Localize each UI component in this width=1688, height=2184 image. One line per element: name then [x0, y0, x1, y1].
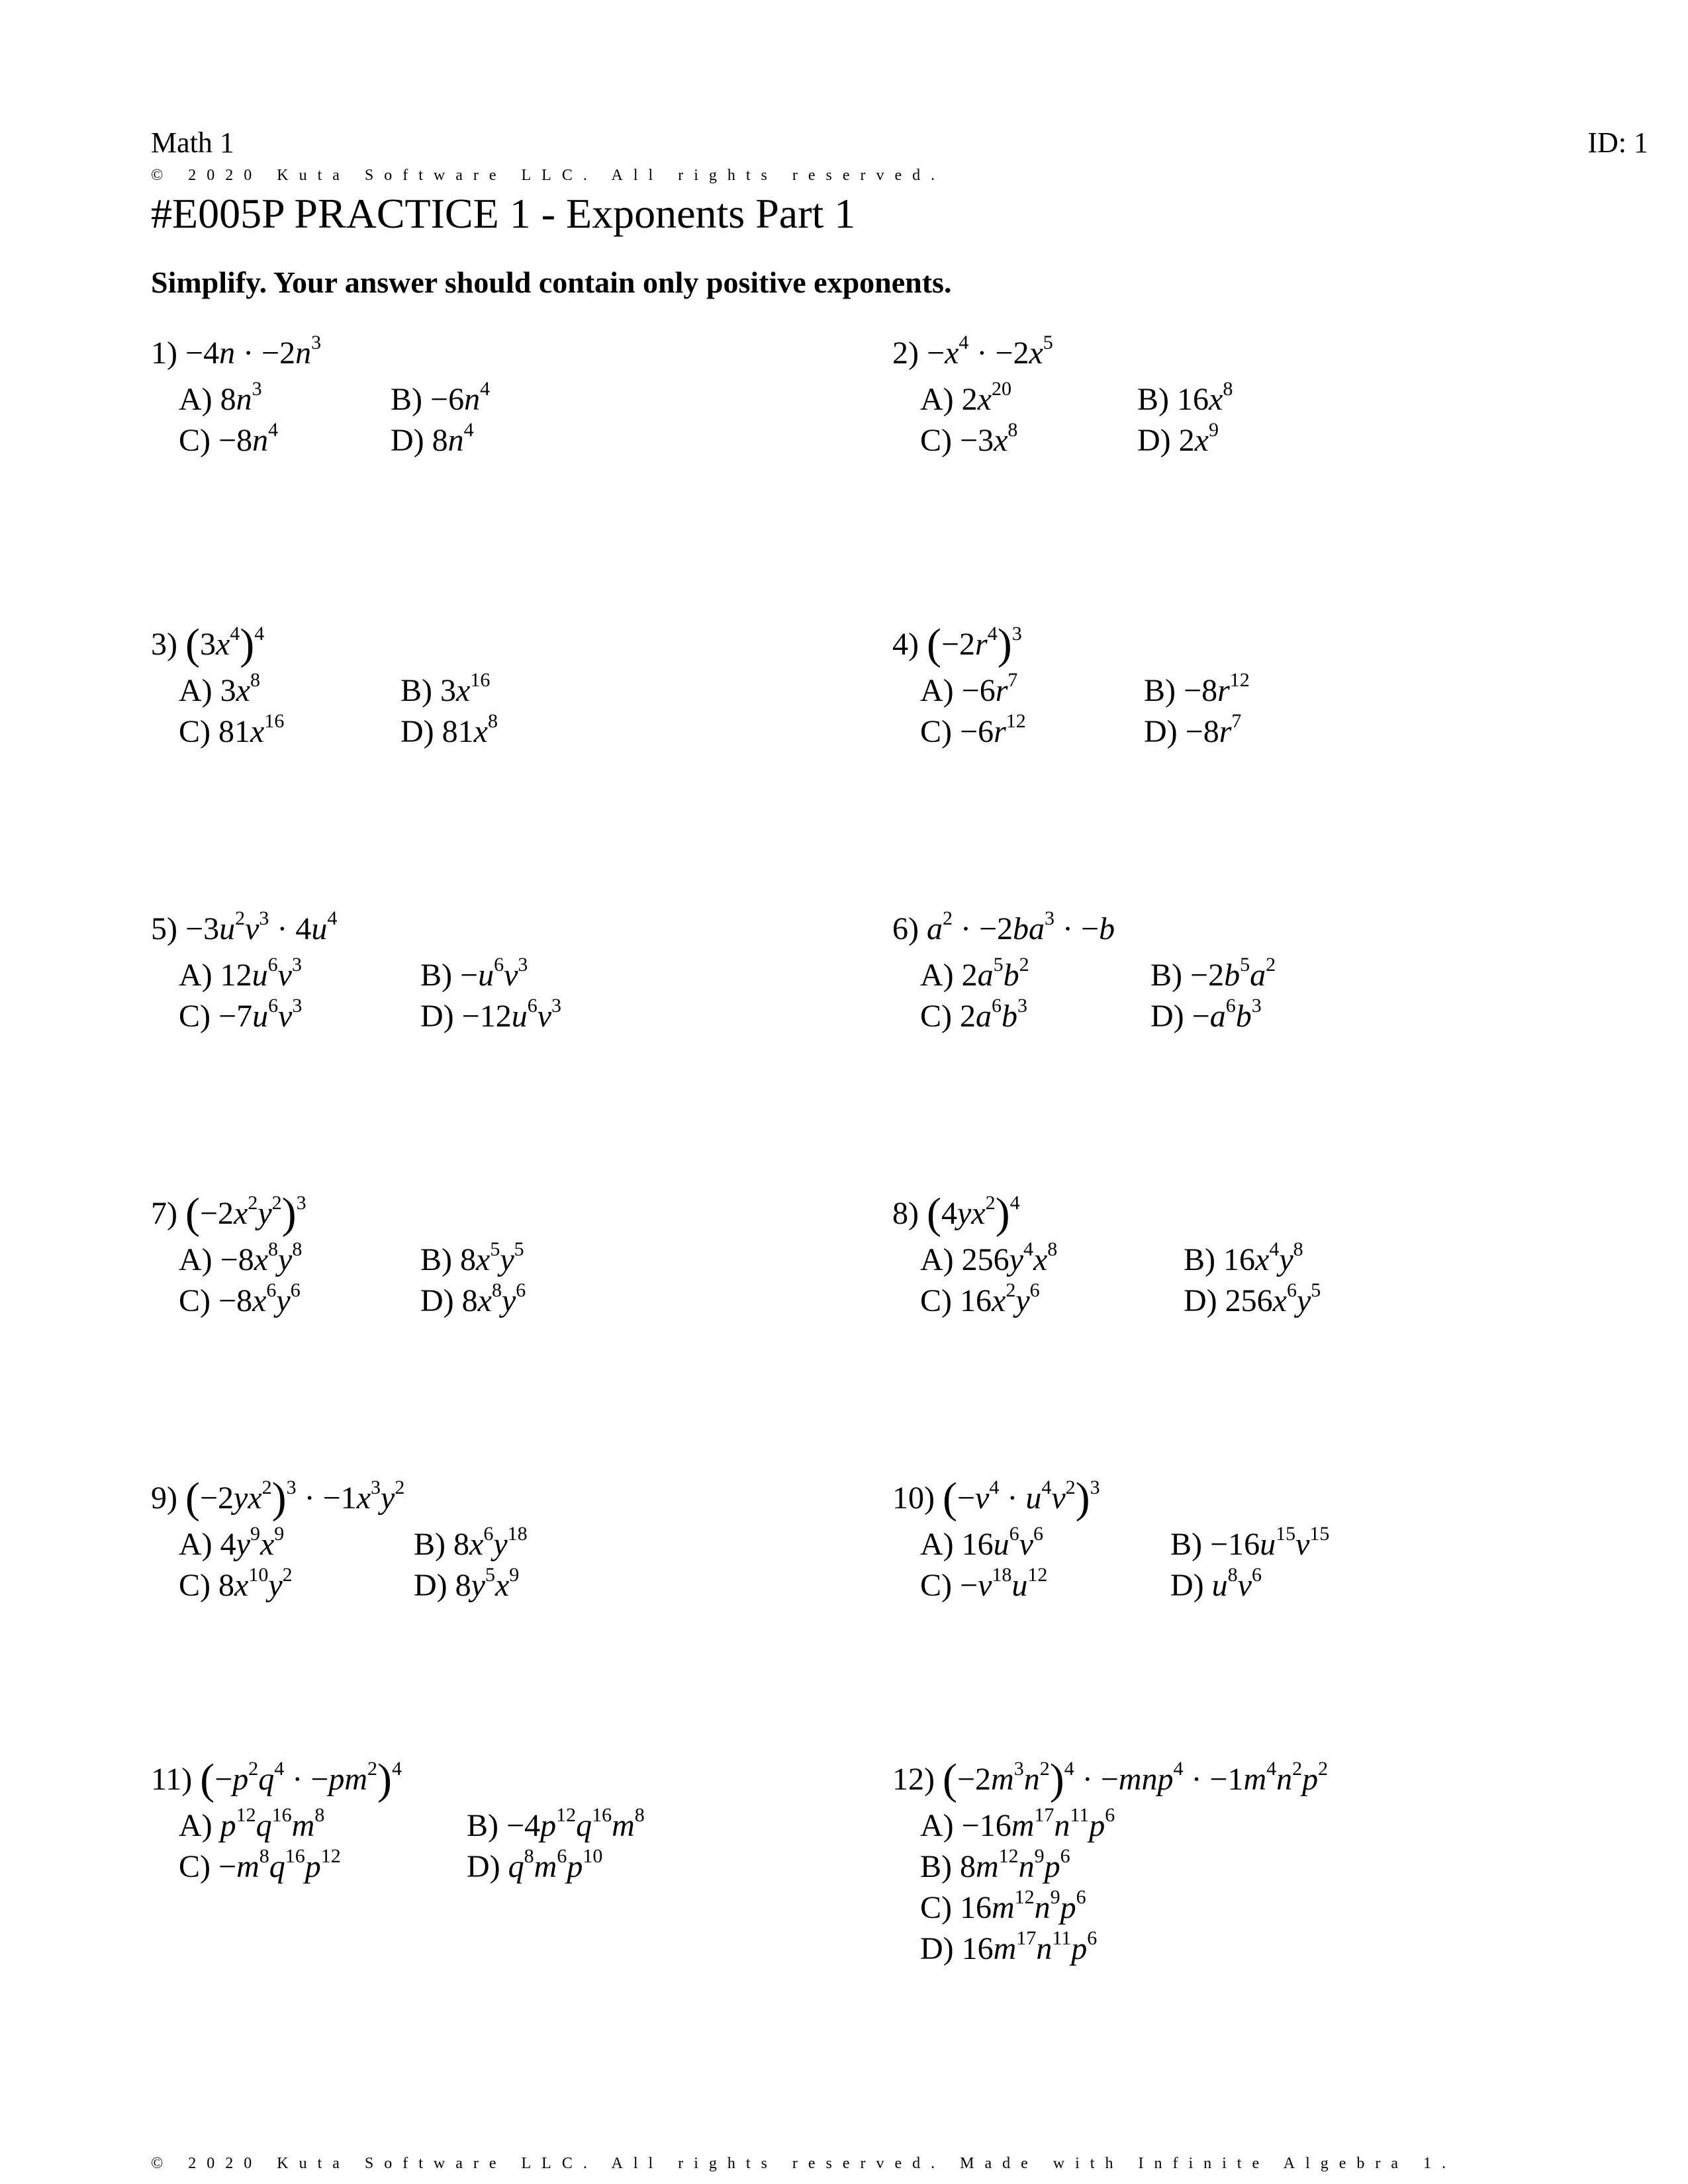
option-letter: D): [420, 1283, 462, 1318]
option-letter: C): [179, 999, 218, 1034]
option-value: $16m^{17}n^{11}p^6$: [961, 1927, 1098, 1966]
option-letter: B): [400, 673, 440, 708]
option-value: $-4p^{12}q^{16}m^8$: [506, 1804, 645, 1843]
problem-number: 3): [151, 627, 185, 662]
problem-expression: $(-2yx^2)^3 \cdot -1x^3y^2$: [185, 1474, 405, 1522]
option-letter: B): [414, 1527, 453, 1562]
option-value: $16u^6v^6$: [961, 1523, 1043, 1562]
option-value: $-u^6v^3$: [460, 954, 528, 993]
option-value: $2x^{20}$: [961, 378, 1011, 417]
problem-question: [151, 1189, 306, 1238]
option-letter: D): [391, 423, 432, 458]
option-letter: D): [1144, 714, 1186, 749]
option-value: $u^8v^6$: [1211, 1564, 1262, 1603]
option-letter: A): [920, 1527, 962, 1562]
answer-option-a[interactable]: [920, 1804, 1115, 1843]
instructions: Simplify. Your answer should contain only positive exponents.: [151, 265, 952, 299]
answer-option-a[interactable]: [179, 1804, 325, 1843]
problem-question: [892, 1189, 1020, 1238]
option-letter: A): [179, 1527, 220, 1562]
answer-option-c[interactable]: [920, 710, 1026, 749]
problem-number: 9): [151, 1480, 185, 1516]
option-letter: D): [400, 714, 442, 749]
answer-option-c[interactable]: [179, 419, 279, 458]
option-value: $2x^9$: [1178, 419, 1219, 458]
answer-option-b[interactable]: [400, 669, 491, 708]
answer-option-d[interactable]: [400, 710, 498, 749]
option-value: $256y^4x^8$: [961, 1238, 1058, 1277]
option-value: $-12u^6v^3$: [461, 995, 562, 1034]
answer-option-b[interactable]: [414, 1523, 528, 1562]
option-letter: C): [920, 714, 960, 749]
answer-option-a[interactable]: [920, 1523, 1043, 1562]
option-letter: B): [1137, 382, 1177, 417]
worksheet-id: ID: 1: [1587, 126, 1648, 159]
option-letter: C): [179, 714, 218, 749]
option-value: $-16m^{17}n^{11}p^6$: [961, 1804, 1115, 1843]
option-letter: D): [420, 999, 462, 1034]
answer-option-d[interactable]: [420, 995, 562, 1034]
problem-question: [892, 1755, 1329, 1803]
option-letter: B): [467, 1808, 506, 1843]
option-letter: A): [920, 958, 962, 993]
answer-option-d[interactable]: [1184, 1279, 1321, 1318]
option-letter: C): [920, 1283, 960, 1318]
problem-expression: $(-2m^3n^2)^4 \cdot -mnp^4 \cdot -1m^4n^2p^2$: [942, 1755, 1329, 1803]
answer-option-c[interactable]: [179, 1564, 293, 1603]
option-letter: A): [920, 673, 962, 708]
problem-question: [892, 332, 1053, 371]
option-value: $-6n^4$: [430, 378, 491, 417]
answer-option-c[interactable]: [920, 419, 1018, 458]
option-letter: C): [920, 1568, 960, 1603]
option-value: $81x^8$: [442, 710, 498, 749]
problem-number: 1): [151, 336, 185, 371]
problem-number: 5): [151, 911, 185, 946]
option-value: $16x^2y^6$: [960, 1279, 1040, 1318]
option-value: $-2b^5a^2$: [1190, 954, 1276, 993]
answer-option-d[interactable]: [920, 1927, 1098, 1966]
option-value: $-16u^{15}v^{15}$: [1210, 1523, 1330, 1562]
option-letter: C): [920, 1890, 960, 1925]
option-value: $-m^8q^{16}p^{12}$: [218, 1845, 341, 1884]
problem-number: 10): [892, 1480, 943, 1516]
answer-option-b[interactable]: [1137, 378, 1233, 417]
option-value: $-8r^7$: [1185, 710, 1242, 749]
problem-expression: $(-2x^2y^2)^3$: [185, 1189, 306, 1238]
option-letter: B): [1170, 1527, 1210, 1562]
option-letter: C): [179, 423, 218, 458]
option-value: $8m^{12}n^9p^6$: [960, 1845, 1070, 1884]
option-letter: A): [920, 1808, 962, 1843]
option-value: $8n^4$: [432, 419, 474, 458]
answer-option-d[interactable]: [1170, 1564, 1262, 1603]
course-name: Math 1: [151, 126, 234, 159]
answer-option-b[interactable]: [420, 1238, 524, 1277]
copyright-header: © 2020 Kuta Software LLC. All rights reserved.: [151, 167, 946, 184]
problem-expression: $-x^4 \cdot -2x^5$: [926, 332, 1053, 371]
option-letter: D): [920, 1931, 962, 1966]
answer-option-c[interactable]: [920, 1564, 1048, 1603]
problem-expression: $(4yx^2)^4$: [926, 1189, 1020, 1238]
option-value: $256x^6y^5$: [1225, 1279, 1321, 1318]
option-letter: B): [420, 1242, 460, 1277]
problem-expression: $-3u^2v^3 \cdot 4u^4$: [185, 907, 338, 946]
option-letter: A): [179, 1808, 220, 1843]
option-letter: B): [1150, 958, 1190, 993]
option-letter: C): [920, 999, 960, 1034]
option-letter: B): [420, 958, 460, 993]
answer-option-a[interactable]: [920, 954, 1029, 993]
answer-option-a[interactable]: [920, 1238, 1058, 1277]
option-letter: A): [920, 1242, 962, 1277]
answer-option-d[interactable]: [1137, 419, 1219, 458]
option-letter: C): [179, 1568, 218, 1603]
answer-option-b[interactable]: [391, 378, 491, 417]
answer-option-c[interactable]: [179, 995, 303, 1034]
option-value: $8x^6y^{18}$: [453, 1523, 528, 1562]
option-value: $-8x^8y^8$: [220, 1238, 303, 1277]
option-value: $2a^6b^3$: [960, 995, 1027, 1034]
problem-number: 12): [892, 1762, 943, 1797]
answer-option-a[interactable]: [179, 669, 260, 708]
option-value: $-3x^8$: [960, 419, 1018, 458]
option-letter: B): [391, 382, 430, 417]
option-letter: A): [179, 673, 220, 708]
answer-option-a[interactable]: [179, 954, 302, 993]
answer-option-d[interactable]: [414, 1564, 520, 1603]
option-value: $-8x^6y^6$: [218, 1279, 301, 1318]
answer-option-c[interactable]: [920, 995, 1027, 1034]
option-value: $-6r^7$: [961, 669, 1018, 708]
problem-question: [892, 620, 1022, 668]
answer-option-d[interactable]: [420, 1279, 526, 1318]
answer-option-a[interactable]: [920, 378, 1011, 417]
problem-question: [151, 620, 265, 668]
answer-option-c[interactable]: [179, 1845, 341, 1884]
option-value: $3x^8$: [220, 669, 260, 708]
option-letter: B): [920, 1849, 960, 1884]
option-value: $81x^{16}$: [218, 710, 285, 749]
option-value: $p^{12}q^{16}m^8$: [220, 1804, 325, 1843]
answer-option-d[interactable]: [1150, 995, 1262, 1034]
answer-option-a[interactable]: [179, 1523, 285, 1562]
option-letter: A): [179, 958, 220, 993]
option-value: $8x^5y^5$: [460, 1238, 524, 1277]
option-letter: A): [920, 382, 962, 417]
answer-option-d[interactable]: [391, 419, 474, 458]
option-value: $-8r^{12}$: [1184, 669, 1250, 708]
answer-option-c[interactable]: [920, 1886, 1086, 1925]
answer-option-b[interactable]: [1170, 1523, 1330, 1562]
problem-number: 4): [892, 627, 927, 662]
option-letter: D): [1184, 1283, 1225, 1318]
answer-option-b[interactable]: [920, 1845, 1070, 1884]
option-value: $8n^3$: [220, 378, 262, 417]
answer-option-a[interactable]: [179, 1238, 303, 1277]
option-value: $-8n^4$: [218, 419, 279, 458]
answer-option-b[interactable]: [1150, 954, 1276, 993]
option-value: $-v^{18}u^{12}$: [960, 1564, 1048, 1603]
option-value: $2a^5b^2$: [961, 954, 1029, 993]
option-letter: D): [1137, 423, 1179, 458]
problem-expression: $(-v^4 \cdot u^4v^2)^3$: [942, 1474, 1100, 1522]
option-value: $-6r^{12}$: [960, 710, 1026, 749]
problem-expression: $(-2r^4)^3$: [926, 620, 1022, 668]
option-value: $8x^{10}y^2$: [218, 1564, 293, 1603]
problem-number: 6): [892, 911, 927, 946]
option-letter: C): [179, 1849, 218, 1884]
option-value: $q^8m^6p^{10}$: [508, 1845, 603, 1884]
worksheet-title: #E005P PRACTICE 1 - Exponents Part 1: [151, 190, 856, 237]
problem-number: 8): [892, 1196, 927, 1231]
option-value: $16x^4y^8$: [1223, 1238, 1303, 1277]
answer-option-b[interactable]: [467, 1804, 645, 1843]
problem-question: [151, 1474, 405, 1522]
answer-option-c[interactable]: [920, 1279, 1040, 1318]
option-letter: C): [179, 1283, 218, 1318]
answer-option-d[interactable]: [467, 1845, 603, 1884]
option-value: $3x^{16}$: [440, 669, 491, 708]
option-value: $16m^{12}n^9p^6$: [960, 1886, 1086, 1925]
option-letter: B): [1184, 1242, 1223, 1277]
answer-option-b[interactable]: [1144, 669, 1250, 708]
option-letter: D): [1150, 999, 1192, 1034]
problem-expression: $a^2 \cdot -2ba^3 \cdot -b$: [926, 907, 1115, 946]
option-letter: D): [1170, 1568, 1212, 1603]
answer-option-a[interactable]: [920, 669, 1018, 708]
option-letter: D): [467, 1849, 508, 1884]
answer-option-b[interactable]: [1184, 1238, 1303, 1277]
answer-option-c[interactable]: [179, 710, 285, 749]
option-value: $12u^6v^3$: [220, 954, 302, 993]
option-value: $4y^9x^9$: [220, 1523, 285, 1562]
answer-option-a[interactable]: [179, 378, 262, 417]
option-letter: A): [179, 1242, 220, 1277]
copyright-footer: © 2020 Kuta Software LLC. All rights reserved. Made with Infinite Algebra 1.: [151, 2155, 1457, 2172]
option-value: $8y^5x^9$: [455, 1564, 520, 1603]
answer-option-c[interactable]: [179, 1279, 301, 1318]
option-letter: B): [1144, 673, 1184, 708]
option-value: $-a^6b^3$: [1192, 995, 1262, 1034]
problem-number: 7): [151, 1196, 185, 1231]
option-letter: A): [179, 382, 220, 417]
option-value: $8x^8y^6$: [461, 1279, 526, 1318]
problem-question: [151, 907, 338, 946]
problem-expression: $-4n \cdot -2n^3$: [185, 332, 322, 371]
option-value: $-7u^6v^3$: [218, 995, 303, 1034]
problem-number: 2): [892, 336, 927, 371]
problem-question: [151, 1755, 402, 1803]
problem-expression: $(-p^2q^4 \cdot -pm^2)^4$: [200, 1755, 402, 1803]
option-value: $16x^8$: [1177, 378, 1233, 417]
problem-expression: $(3x^4)^4$: [185, 620, 265, 668]
problem-question: [151, 332, 322, 371]
answer-option-b[interactable]: [420, 954, 528, 993]
problem-question: [892, 1474, 1100, 1522]
problem-question: [892, 907, 1115, 946]
problem-number: 11): [151, 1762, 201, 1797]
answer-option-d[interactable]: [1144, 710, 1242, 749]
option-letter: D): [414, 1568, 455, 1603]
option-letter: C): [920, 423, 960, 458]
